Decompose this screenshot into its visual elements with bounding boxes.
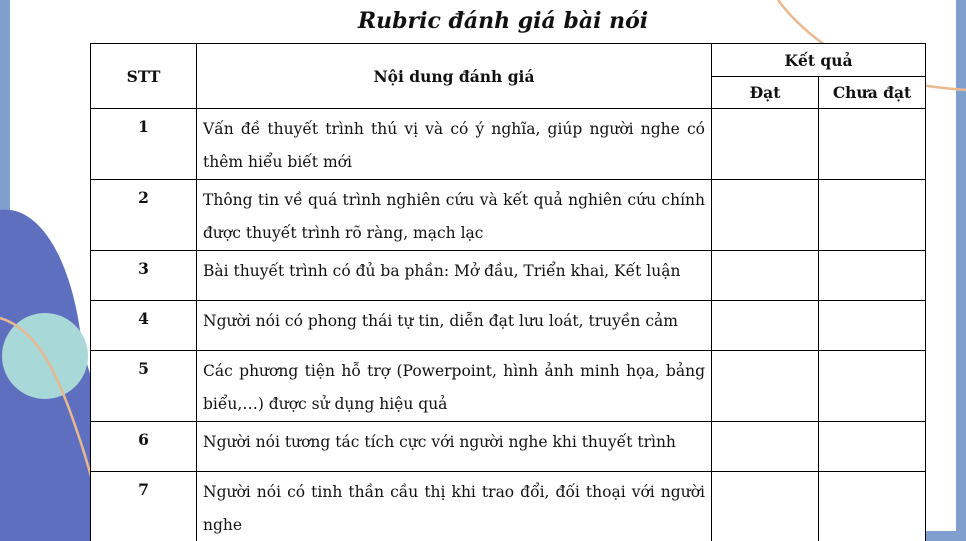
row-number: 1: [91, 109, 197, 180]
table-row: [91, 351, 926, 422]
header-pass: Đạt: [712, 77, 819, 109]
row-criterion: Các phương tiện hỗ trợ (Powerpoint, hình ảnh minh họa, bảng biểu,…) được sử dụng hiệu quả: [197, 351, 712, 422]
header-fail: Chưa đạt: [819, 77, 926, 109]
row-criterion: Người nói có phong thái tự tin, diễn đạt lưu loát, truyền cảm: [197, 301, 712, 351]
table-row: [91, 472, 926, 541]
cell-pass[interactable]: [712, 180, 819, 251]
cell-pass[interactable]: [712, 251, 819, 301]
table-row: [91, 109, 926, 180]
table-row: [91, 301, 926, 351]
cell-fail[interactable]: [819, 109, 926, 180]
row-criterion: Vấn đề thuyết trình thú vị và có ý nghĩa, giúp người nghe có thêm hiểu biết mới: [197, 109, 712, 180]
cell-pass[interactable]: [712, 351, 819, 422]
cell-fail[interactable]: [819, 351, 926, 422]
row-criterion: Thông tin về quá trình nghiên cứu và kết quả nghiên cứu chính được thuyết trình rõ ràng, mạch lạc: [197, 180, 712, 251]
cell-pass[interactable]: [712, 109, 819, 180]
row-number: 6: [91, 422, 197, 472]
row-number: 4: [91, 301, 197, 351]
row-criterion: Bài thuyết trình có đủ ba phần: Mở đầu, Triển khai, Kết luận: [197, 251, 712, 301]
row-criterion: Người nói tương tác tích cực với người nghe khi thuyết trình: [197, 422, 712, 472]
row-number: 2: [91, 180, 197, 251]
row-number: 3: [91, 251, 197, 301]
rubric-table: [90, 43, 926, 541]
header-content: Nội dung đánh giá: [197, 44, 712, 109]
cell-pass[interactable]: [712, 422, 819, 472]
cell-fail[interactable]: [819, 422, 926, 472]
table-row: [91, 422, 926, 472]
cell-fail[interactable]: [819, 301, 926, 351]
header-result: Kết quả: [712, 44, 926, 77]
cell-fail[interactable]: [819, 251, 926, 301]
table-row: [91, 251, 926, 301]
row-criterion: Người nói có tinh thần cầu thị khi trao đổi, đối thoại với người nghe: [197, 472, 712, 541]
row-number: 5: [91, 351, 197, 422]
cell-fail[interactable]: [819, 180, 926, 251]
cell-pass[interactable]: [712, 472, 819, 541]
header-stt: STT: [91, 44, 197, 109]
row-number: 7: [91, 472, 197, 541]
table-row: [91, 180, 926, 251]
cell-fail[interactable]: [819, 472, 926, 541]
page-title: Rubric đánh giá bài nói: [357, 8, 649, 34]
cell-pass[interactable]: [712, 301, 819, 351]
